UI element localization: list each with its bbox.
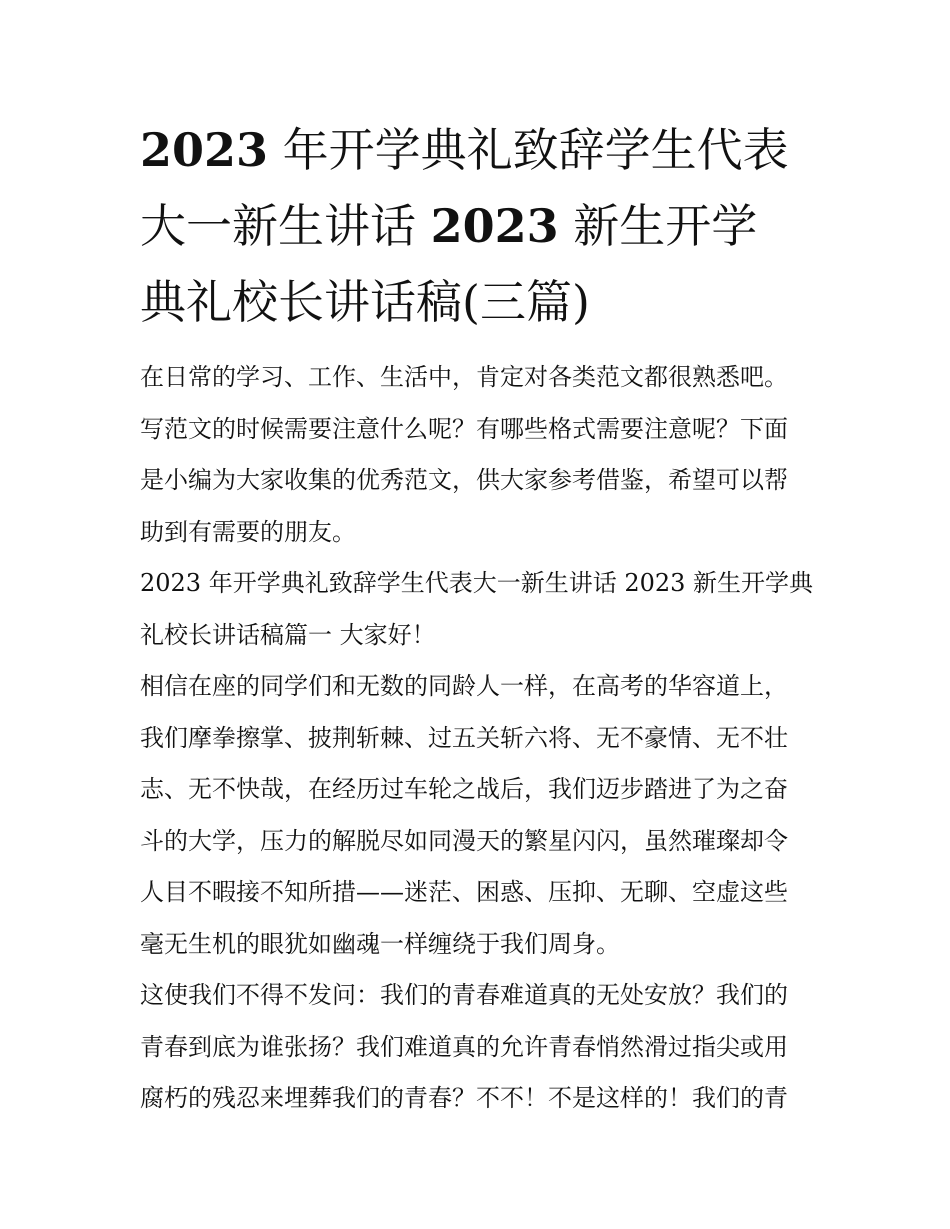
body-paragraph	[140, 661, 820, 970]
title-year: 2023	[430, 199, 559, 253]
document-title	[140, 112, 820, 340]
text-line: 写范文的时候需要注意什么呢？有哪些格式需要注意呢？下面	[140, 414, 788, 443]
text-line: 人目不暇接不知所措——迷茫、困惑、压抑、无聊、空虚这些	[140, 878, 788, 906]
title-text: 新生开学	[573, 199, 758, 253]
text-line: 这使我们不得不发问：我们的青春难道真的无处安放？我们的	[140, 981, 788, 1009]
text-line: 毫无生机的眼犹如幽魂一样缠绕于我们周身。	[140, 929, 620, 958]
title-line-2	[140, 188, 820, 264]
section-heading-paragraph	[140, 558, 820, 661]
text-line: 助到有需要的朋友。	[140, 517, 356, 546]
title-line-1	[140, 112, 820, 188]
text-line: 我们摩拳擦掌、披荆斩棘、过五关斩六将、无不豪情、无不壮	[140, 723, 788, 752]
title-text: 大一新生讲话	[140, 199, 431, 253]
text-line: 礼校长讲话稿篇一 大家好！	[140, 620, 436, 649]
intro-paragraph	[140, 352, 820, 558]
text-line: 是小编为大家收集的优秀范文，供大家参考借鉴，希望可以帮	[140, 466, 788, 494]
title-line-3	[140, 264, 820, 340]
text-line: 腐朽的残忍来埋葬我们的青春？不不！不是这样的！我们的青	[140, 1084, 788, 1112]
text-line: 2023 年开学典礼致辞学生代表大一新生讲话 2023 新生开学典	[140, 569, 814, 597]
document-body	[140, 352, 820, 1125]
body-paragraph	[140, 970, 820, 1125]
text-line: 在日常的学习、工作、生活中，肯定对各类范文都很熟悉吧。	[140, 363, 788, 391]
text-line: 相信在座的同学们和无数的同龄人一样，在高考的华容道上，	[140, 672, 788, 700]
title-text: 年开学典礼致辞学生代表	[282, 123, 789, 177]
title-text: 典礼校长讲话稿(三篇)	[140, 275, 590, 329]
text-line: 斗的大学，压力的解脱尽如同漫天的繁星闪闪，虽然璀璨却令	[140, 826, 788, 855]
text-line: 志、无不快哉，在经历过车轮之战后，我们迈步踏进了为之奋	[140, 775, 788, 803]
text-line: 青春到底为谁张扬？我们难道真的允许青春悄然滑过指尖或用	[140, 1032, 788, 1061]
title-year: 2023	[140, 123, 269, 177]
